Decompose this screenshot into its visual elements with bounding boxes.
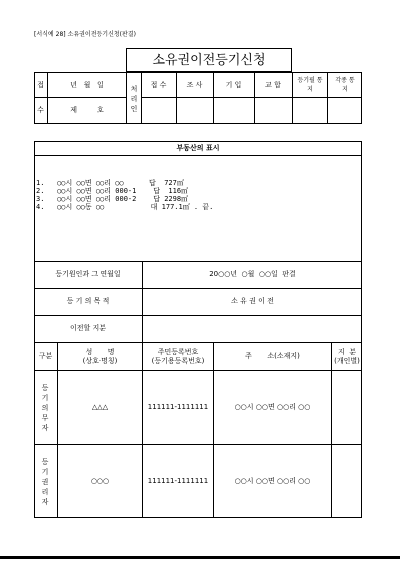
receipt-number-label: 제 호 xyxy=(70,106,104,114)
receipt-col-2: 조 사 xyxy=(186,81,203,89)
receipt-col-5: 등기필 통 지 xyxy=(297,77,323,93)
row2-category: 등기권리자 xyxy=(41,458,49,506)
receipt-left-footer: 수 xyxy=(37,106,44,114)
row2-name: ○○○ xyxy=(90,477,110,485)
bottom-rule xyxy=(0,556,400,559)
header-address: 주 소(소재지) xyxy=(245,352,300,360)
process-label: 처리인 xyxy=(130,85,138,113)
purpose-label: 등 기 의 목 적 xyxy=(66,297,110,305)
row1-id: 111111-1111111 xyxy=(147,403,209,411)
row2-address: ○○시 ○○면 ○○리 ○○ xyxy=(234,477,311,485)
receipt-col-1: 접 수 xyxy=(150,81,167,89)
header-name: 성 명 (상호·명칭) xyxy=(82,348,118,365)
purpose-value: 소 유 권 이 전 xyxy=(231,297,274,305)
receipt-col-6: 각종 통지 xyxy=(335,77,355,93)
receipt-date-label: 년 월 일 xyxy=(70,81,104,89)
share-label: 이전할 지분 xyxy=(69,324,107,332)
row1-category: 등기의무자 xyxy=(41,384,49,432)
property-item-3: 3. ○○시 ○○면 ○○리 000-2 답 2298㎡ xyxy=(36,195,189,203)
row2-id: 111111-1111111 xyxy=(147,477,209,485)
property-heading: 부동산의 표시 xyxy=(176,144,220,152)
page-title: 소유권이전등기신청 xyxy=(152,53,266,68)
row1-name: △△△ xyxy=(91,403,109,411)
receipt-col-4: 교 합 xyxy=(265,81,281,89)
receipt-col-3: 기 입 xyxy=(225,81,242,89)
form-label: [서식예 28] 소유권이전등기신청(판결) xyxy=(34,31,136,38)
property-item-2: 2. ○○시 ○○면 ○○리 000-1 답 116㎡ xyxy=(36,187,189,195)
header-share: 지 분 (개인별) xyxy=(334,348,360,365)
property-item-1: 1. ○○시 ○○면 ○○리 ○○ 답 727㎡ xyxy=(36,179,184,187)
property-item-4: 4. ○○시 ○○동 ○○ 대 177.1㎡ . 끝. xyxy=(36,203,214,211)
cause-label: 등기원인과 그 연월일 xyxy=(55,270,121,278)
header-category: 구분 xyxy=(38,352,53,360)
cause-value: 20○○년 ○월 ○○일 판결 xyxy=(209,270,296,278)
header-id: 주민등록번호 (등기용등록번호) xyxy=(151,348,205,365)
row1-address: ○○시 ○○면 ○○리 ○○ xyxy=(234,403,311,411)
receipt-left-header: 접 xyxy=(37,81,44,89)
